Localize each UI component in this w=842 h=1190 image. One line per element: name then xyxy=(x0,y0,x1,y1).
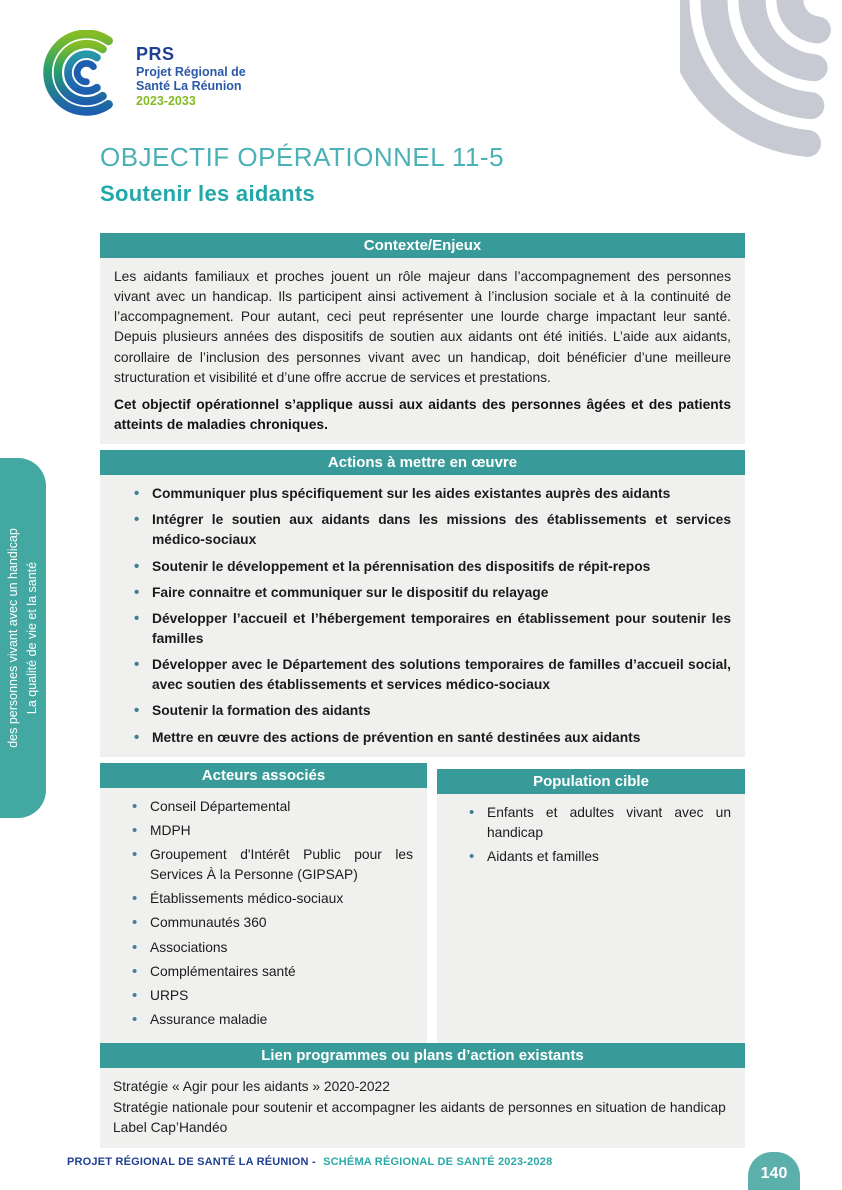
action-item: • Soutenir le développement et la pérennisation des dispositifs de répit-repos xyxy=(114,557,731,577)
prs-logo-arcs-icon xyxy=(36,30,128,122)
contexte-emphasis: Cet objectif opérationnel s’applique aussi aux aidants des personnes âgées et des patients atteints de maladies chroniques. xyxy=(114,396,731,432)
acteur-item: • MDPH xyxy=(114,821,413,841)
section-population xyxy=(437,769,745,1043)
section-header-acteurs: Acteurs associés xyxy=(100,763,427,788)
acteur-item: • Groupement d'Intérêt Public pour les Services À la Personne (GIPSAP) xyxy=(114,845,413,885)
population-item: • Enfants et adultes vivant avec un handicap xyxy=(451,803,731,843)
logo-years: 2023-2033 xyxy=(136,93,196,108)
acteur-item: • Conseil Départemental xyxy=(114,797,413,817)
page-title: Soutenir les aidants xyxy=(100,181,316,206)
acteur-item: • Établissements médico-sociaux xyxy=(114,889,413,909)
section-body-contexte xyxy=(100,258,745,444)
section-body-liens xyxy=(100,1068,745,1148)
section-body-population xyxy=(437,794,745,1043)
section-liens xyxy=(100,1043,745,1148)
action-item: • Faire connaitre et communiquer sur le dispositif du relayage xyxy=(114,583,731,603)
acteur-item: • Communautés 360 xyxy=(114,913,413,933)
footer-title-teal: SCHÉMA RÉGIONAL DE SANTÉ 2023-2028 xyxy=(323,1156,553,1168)
acteur-item: • Complémentaires santé xyxy=(114,962,413,982)
chapter-line-primary: La qualité de vie et la santé xyxy=(25,561,39,715)
lien-line: Stratégie « Agir pour les aidants » 2020-2022 xyxy=(113,1079,390,1095)
section-header-actions: Actions à mettre en œuvre xyxy=(100,450,745,475)
action-item: • Mettre en œuvre des actions de prévention en santé destinées aux aidants xyxy=(114,728,731,748)
lien-line: Label Cap’Handéo xyxy=(113,1120,228,1136)
page-number-badge xyxy=(748,1152,800,1190)
section-actions xyxy=(100,450,745,757)
population-item: • Aidants et familles xyxy=(451,847,731,867)
contexte-paragraph: Les aidants familiaux et proches jouent un rôle majeur dans l’accompagnement des personnes vivant avec un handicap. Ils participent ainsi activement à l’inclusion sociale et à la continuité de l’accompagnement. Pour autant, ceci peut représenter une lourde charge impactant leur santé. Depuis plusieurs années des dispositifs de soutien aux aidants ont été initiés. L’aide aux aidants, corollaire de l’inclusion des personnes vivant avec un handicap, doit bénéficier d’une meilleure structuration et visibilité et d’une offre accrue de services et prestations. xyxy=(114,269,731,385)
chapter-line-secondary: des personnes vivant avec un handicap xyxy=(5,528,20,748)
acteur-item: • URPS xyxy=(114,986,413,1006)
lien-line: Stratégie nationale pour soutenir et accompagner les aidants de personnes en situation de handicap xyxy=(113,1099,726,1115)
section-body-acteurs xyxy=(100,788,427,1043)
chapter-side-tab-text xyxy=(0,458,46,818)
footer-document-title xyxy=(67,1156,552,1168)
action-item: • Communiquer plus spécifiquement sur les aides existantes auprès des aidants xyxy=(114,484,731,504)
objective-kicker: OBJECTIF OPÉRATIONNEL 11-5 xyxy=(100,142,505,172)
chapter-side-tab xyxy=(0,458,46,818)
logo-text-block xyxy=(136,44,246,108)
section-acteurs xyxy=(100,763,427,1043)
acteur-item: • Associations xyxy=(114,938,413,958)
section-body-actions xyxy=(100,475,745,757)
population-list xyxy=(451,803,731,867)
acteurs-list xyxy=(114,797,413,1030)
page-number: 140 xyxy=(760,1165,788,1182)
logo-org-line1: Projet Régional de xyxy=(136,64,246,79)
section-acteurs-population xyxy=(100,763,745,1043)
action-item: • Développer avec le Département des solutions temporaires de familles d’accueil social, avec soutien des établissements et services médico-sociaux xyxy=(114,655,731,695)
section-contexte xyxy=(100,233,745,444)
section-header-population: Population cible xyxy=(437,769,745,794)
acteur-item: • Assurance maladie xyxy=(114,1010,413,1030)
action-item: • Développer l’accueil et l’hébergement temporaires en établissement pour soutenir les familles xyxy=(114,609,731,649)
main-content xyxy=(100,142,745,1148)
logo-org-line2: Santé La Réunion xyxy=(136,79,242,94)
action-item: • Soutenir la formation des aidants xyxy=(114,701,731,721)
logo-acronym: PRS xyxy=(136,44,175,65)
action-item: • Intégrer le soutien aux aidants dans les missions des établissements et services médico-sociaux xyxy=(114,510,731,550)
section-header-contexte: Contexte/Enjeux xyxy=(100,233,745,258)
actions-list xyxy=(114,484,731,748)
footer-title-dark: PROJET RÉGIONAL DE SANTÉ LA RÉUNION - xyxy=(67,1156,316,1168)
section-header-liens: Lien programmes ou plans d’action existants xyxy=(100,1043,745,1068)
prs-logo xyxy=(36,30,246,122)
